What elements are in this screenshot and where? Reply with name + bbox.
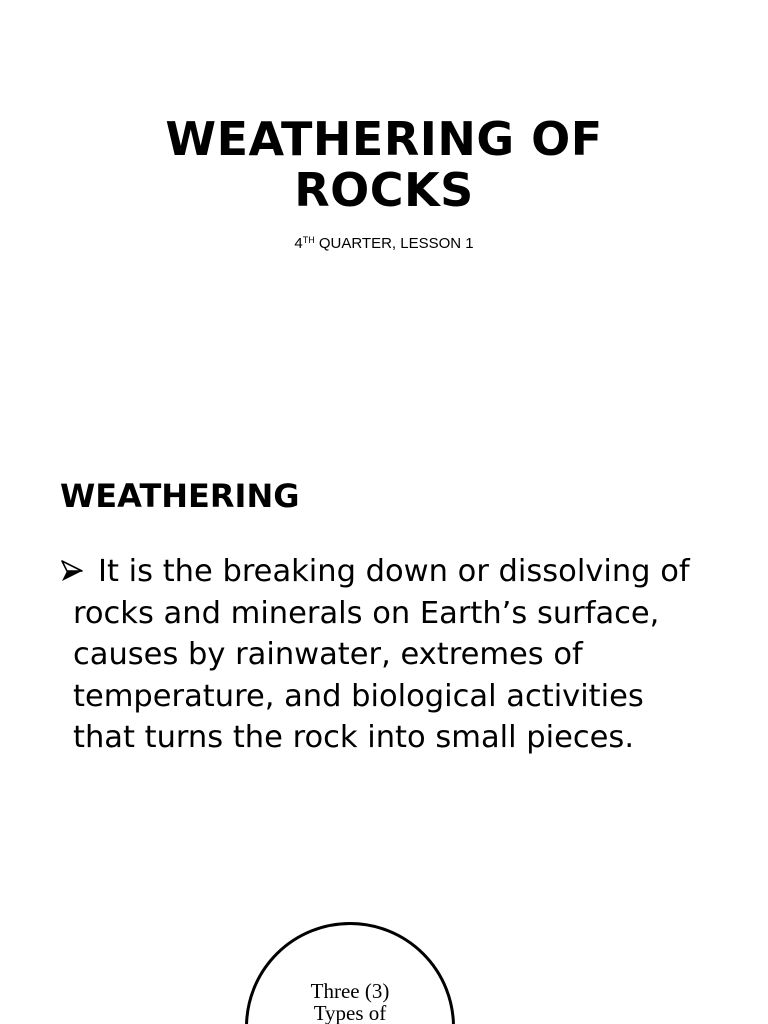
section-heading: WEATHERING	[60, 477, 300, 515]
bullet-line: causes by rainwater, extremes of	[73, 637, 583, 672]
subtitle-rest: QUARTER, LESSON 1	[314, 235, 474, 252]
bullet-line: rocks and minerals on Earth’s surface,	[73, 595, 660, 631]
arrowhead-bullet-icon	[60, 559, 84, 583]
page-title	[0, 114, 768, 216]
lesson-subtitle	[0, 231, 768, 253]
bullet-line: that turns the rock into small pieces.	[73, 720, 635, 755]
subtitle-superscript: TH	[302, 235, 315, 245]
diagram-line-2: Types of	[313, 1001, 387, 1024]
diagram-line-1: Three (3)	[310, 979, 390, 1003]
bullet-line: It is the breaking down or dissolving of	[98, 554, 690, 589]
title-line-1: WEATHERING OF	[165, 112, 603, 166]
diagram-circle-label	[245, 980, 455, 1024]
title-line-2: ROCKS	[294, 163, 474, 217]
subtitle-number: 4	[294, 235, 303, 252]
bullet-line: temperature, and biological activities	[73, 678, 644, 714]
definition-bullet	[60, 551, 720, 759]
